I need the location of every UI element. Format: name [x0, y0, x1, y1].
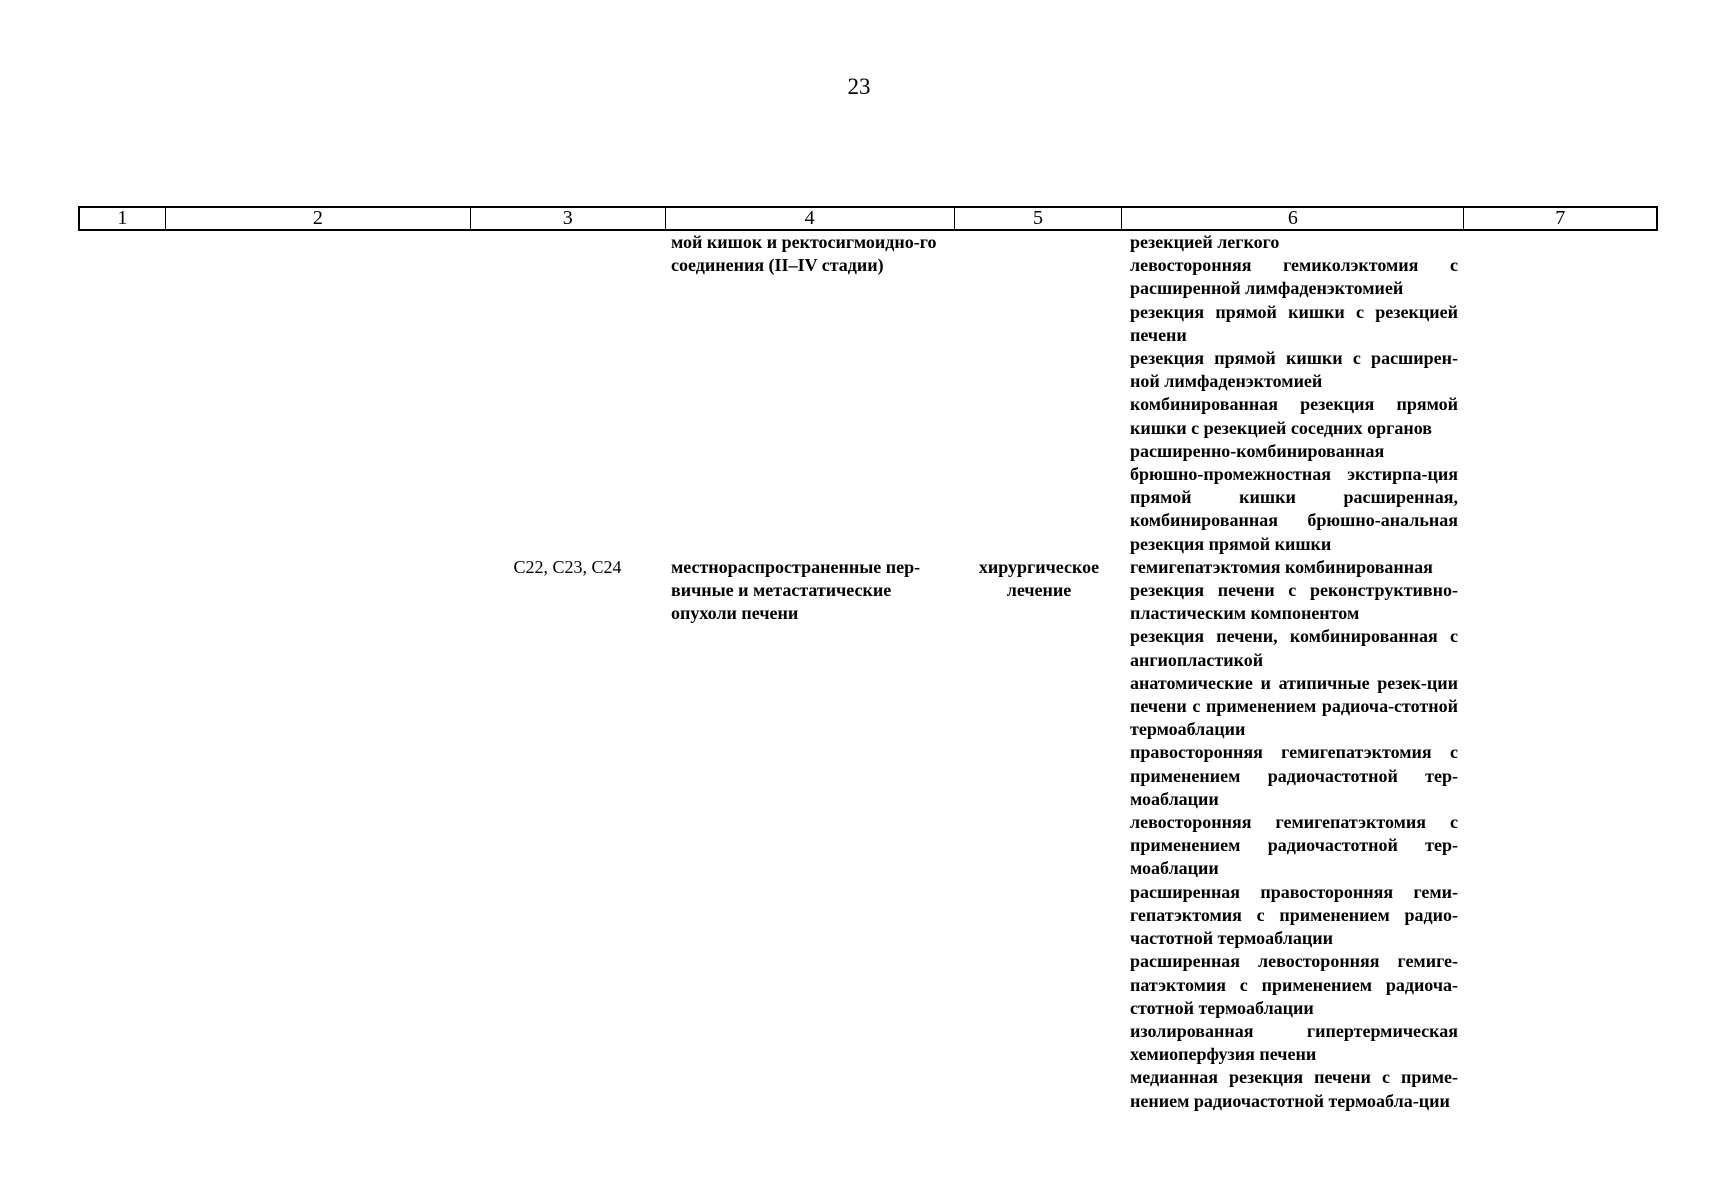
procedure-item: левосторонняя гемиколэктомия с расширенной лимфаденэктомией — [1130, 255, 1458, 299]
procedure-item: анатомические и атипичные резек-ции печени с применением радиоча-стотной термоаблации — [1130, 672, 1458, 740]
procedure-item: резекция печени с реконструктивно-пластическим компонентом — [1130, 580, 1458, 624]
table-row — [78, 556, 1658, 1113]
procedure-item: резекция прямой кишки с резекцией печени — [1130, 301, 1458, 345]
procedure-item: резекцией легкого — [1130, 232, 1280, 252]
procedure-item: левосторонняя гемигепатэктомия с применением радиочастотной тер-моаблации — [1130, 812, 1458, 879]
table-row — [78, 231, 1658, 556]
procedure-item: комбинированная резекция прямой кишки с резекцией соседних органов — [1130, 394, 1458, 438]
header-col-7: 7 — [1555, 207, 1566, 229]
procedure-item: резекция печени, комбинированная с ангиопластикой — [1130, 626, 1458, 670]
procedure-item: гемигепатэктомия комбинированная — [1130, 556, 1433, 577]
procedure-item: изолированная гипертермическая хемиоперфузия печени — [1130, 1020, 1458, 1065]
header-col-2: 2 — [166, 208, 471, 229]
cell-diagnosis: мой кишок и ректосигмоидно-го соединения (II–IV стадии) — [671, 232, 937, 276]
cell-treatment-type: хирургическое лечение — [978, 556, 1100, 601]
procedure-item: резекция прямой кишки с расширен-ной лимфаденэктомией — [1130, 348, 1458, 392]
page-number: 23 — [847, 74, 871, 99]
cell-procedures — [1123, 231, 1466, 556]
cell-icd-codes: C22, C23, C24 — [513, 556, 622, 577]
header-col-3: 3 — [471, 208, 666, 229]
procedure-item: расширенная правосторонняя геми-гепатэктомия с применением радио-частотной термоаблации — [1130, 881, 1458, 949]
procedure-item: расширенно-комбинированная брюшно-промежностная экстирпа-ция прямой кишки расширенная, комбинированная брюшно-анальная резекция прямой кишки — [1130, 440, 1458, 554]
table-body — [78, 231, 1658, 1113]
procedure-item: медианная резекция печени с приме-нением радиочастотной термоабла-ции — [1130, 1067, 1458, 1111]
header-col-4: 4 — [666, 208, 955, 229]
table-header-row — [78, 206, 1658, 231]
procedure-item: расширенная левосторонняя гемиге-патэктомия с применением радиоча-стотной термоаблации — [1130, 951, 1458, 1018]
header-col-1: 1 — [80, 208, 166, 229]
header-col-5: 5 — [955, 208, 1123, 229]
cell-procedures — [1123, 556, 1466, 1113]
cell-diagnosis: местнораспространенные пер-вичные и метастатические опухоли печени — [671, 556, 921, 624]
header-col-6: 6 — [1122, 208, 1464, 229]
procedure-item: правосторонняя гемигепатэктомия с применением радиочастотной тер-моаблации — [1130, 742, 1458, 809]
